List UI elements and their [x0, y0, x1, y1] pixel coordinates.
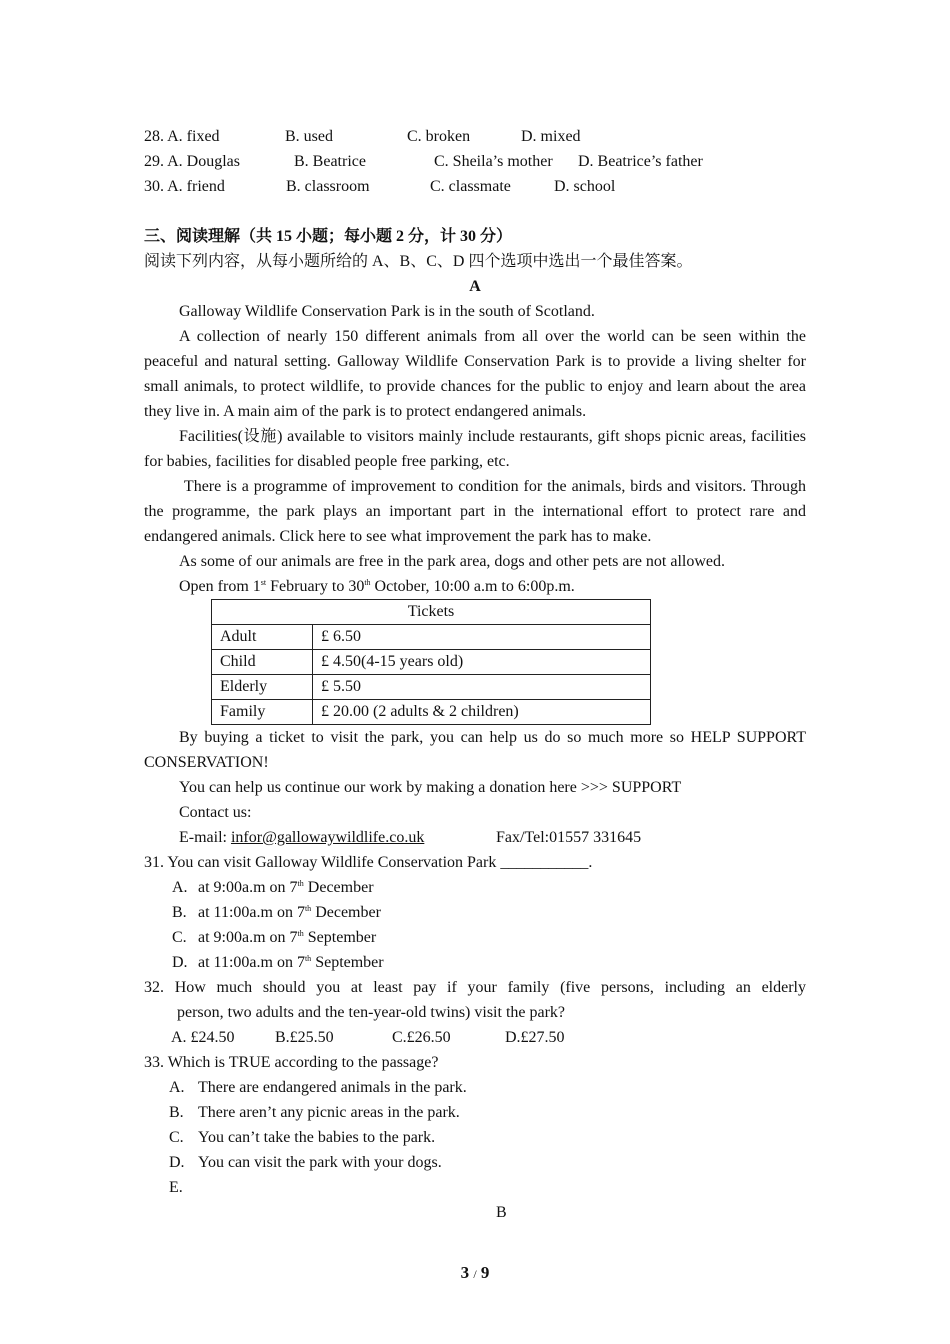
email-label: E-mail:: [179, 829, 231, 846]
question-32-stem-line2: person, two adults and the ten-year-old twins) visit the park?: [177, 1004, 566, 1021]
q31-option-c: C. at 9:00a.m on 7th September: [172, 929, 377, 946]
q31-option-b: B. at 11:00a.m on 7th December: [172, 904, 381, 921]
q33-option-c: C. You can’t take the babies to the park.: [169, 1129, 436, 1146]
passage-paragraph-2: A collection of nearly 150 different animals from all over the world can be seen within the peaceful and natural setting. Galloway Wildlife Conservation Park is to provide a living shelter for small animals, to protect wildlife, to provide chances for the public to enjoy and learn about the area they live in. A main aim of the park is to protect endangered animals.: [144, 328, 806, 420]
q29-option-d: D. Beatrice’s father: [578, 153, 703, 170]
q32-option-c: C.£26.50: [392, 1029, 451, 1046]
ticket-type: Elderly: [212, 675, 313, 700]
passage-paragraph-3: Facilities(设施) available to visitors mainly include restaurants, gift shops picnic areas, facilities for babies, facilities for disabled people free parking, etc.: [144, 428, 806, 470]
question-32-stem-line1: 32. How much should you at least pay if your family (five persons, including an elderly: [144, 979, 806, 996]
ticket-type: Family: [212, 700, 313, 725]
q32-option-d: D.£27.50: [505, 1029, 565, 1046]
section-instruction: 阅读下列内容，从每小题所给的 A、B、C、D 四个选项中选出一个最佳答案。: [144, 253, 693, 270]
email-link[interactable]: infor@gallowaywildlife.co.uk: [230, 829, 425, 846]
q28-option-a: 28. A. fixed: [144, 128, 220, 145]
q33-option-e: E.: [169, 1179, 183, 1196]
tickets-table: [211, 599, 651, 725]
q30-option-d: D. school: [554, 178, 616, 195]
passage-label: A: [469, 278, 481, 295]
contact-label: Contact us:: [179, 804, 252, 821]
q31-option-d: D. at 11:00a.m on 7th September: [172, 954, 384, 971]
ticket-price: £ 5.50: [313, 675, 651, 700]
question-32-options: [144, 1025, 806, 1050]
page-current: 3: [460, 1263, 470, 1282]
next-passage-label: B: [496, 1204, 507, 1221]
opening-hours: Open from 1st February to 30th October, 10:00 a.m to 6:00p.m.: [179, 578, 575, 595]
passage-paragraph-5: As some of our animals are free in the park area, dogs and other pets are not allowed.: [179, 553, 726, 570]
q33-option-a: A. There are endangered animals in the park.: [169, 1079, 467, 1096]
q32-option-b: B.£25.50: [275, 1029, 334, 1046]
question-31-stem: 31. You can visit Galloway Wildlife Conservation Park ___________.: [144, 854, 593, 871]
table-row: [212, 675, 651, 700]
ticket-price: £ 20.00 (2 adults & 2 children): [313, 700, 651, 725]
question-30: [144, 174, 806, 199]
q30-option-c: C. classmate: [430, 178, 511, 195]
q32-option-a: A. £24.50: [171, 1029, 235, 1046]
ticket-price: £ 6.50: [313, 625, 651, 650]
fax-tel: Fax/Tel:01557 331645: [496, 829, 642, 846]
q29-option-a: 29. A. Douglas: [144, 153, 240, 170]
q33-option-b: B. There aren’t any picnic areas in the park.: [169, 1104, 460, 1121]
tickets-header-row: [212, 600, 651, 625]
q28-option-c: C. broken: [407, 128, 471, 145]
question-29: [144, 149, 806, 174]
document-page: [144, 124, 811, 1225]
passage-paragraph-7: You can help us continue our work by making a donation here >>> SUPPORT: [179, 779, 682, 796]
ticket-type: Child: [212, 650, 313, 675]
page-total: 9: [480, 1263, 490, 1282]
page-number: [0, 1263, 950, 1283]
tickets-header: Tickets: [212, 600, 651, 625]
q28-option-b: B. used: [285, 128, 333, 145]
table-row: [212, 625, 651, 650]
page-separator: /: [473, 1267, 477, 1281]
table-row: [212, 650, 651, 675]
q30-option-b: B. classroom: [286, 178, 370, 195]
question-33-stem: 33. Which is TRUE according to the passage?: [144, 1054, 439, 1071]
q29-option-c: C. Sheila’s mother: [434, 153, 553, 170]
section-title: 三、阅读理解（共 15 小题；每小题 2 分，计 30 分）: [144, 228, 513, 245]
contact-line: [144, 825, 806, 850]
question-28: [144, 124, 806, 149]
ticket-price: £ 4.50(4-15 years old): [313, 650, 651, 675]
q33-option-d: D. You can visit the park with your dogs.: [169, 1154, 442, 1171]
q28-option-d: D. mixed: [521, 128, 581, 145]
q29-option-b: B. Beatrice: [294, 153, 366, 170]
table-row: [212, 700, 651, 725]
passage-paragraph-4: There is a programme of improvement to condition for the animals, birds and visitors. Through the programme, the park plays an important part in the international effort to protect rare and endangered animals. Click here to see what improvement the park has to make.: [144, 478, 811, 545]
passage-paragraph-6: By buying a ticket to visit the park, you can help us do so much more so HELP SUPPORT CONSERVATION!: [144, 729, 806, 771]
q30-option-a: 30. A. friend: [144, 178, 225, 195]
q31-option-a: A. at 9:00a.m on 7th December: [172, 879, 374, 896]
ticket-type: Adult: [212, 625, 313, 650]
passage-paragraph-1: Galloway Wildlife Conservation Park is in the south of Scotland.: [179, 303, 595, 320]
